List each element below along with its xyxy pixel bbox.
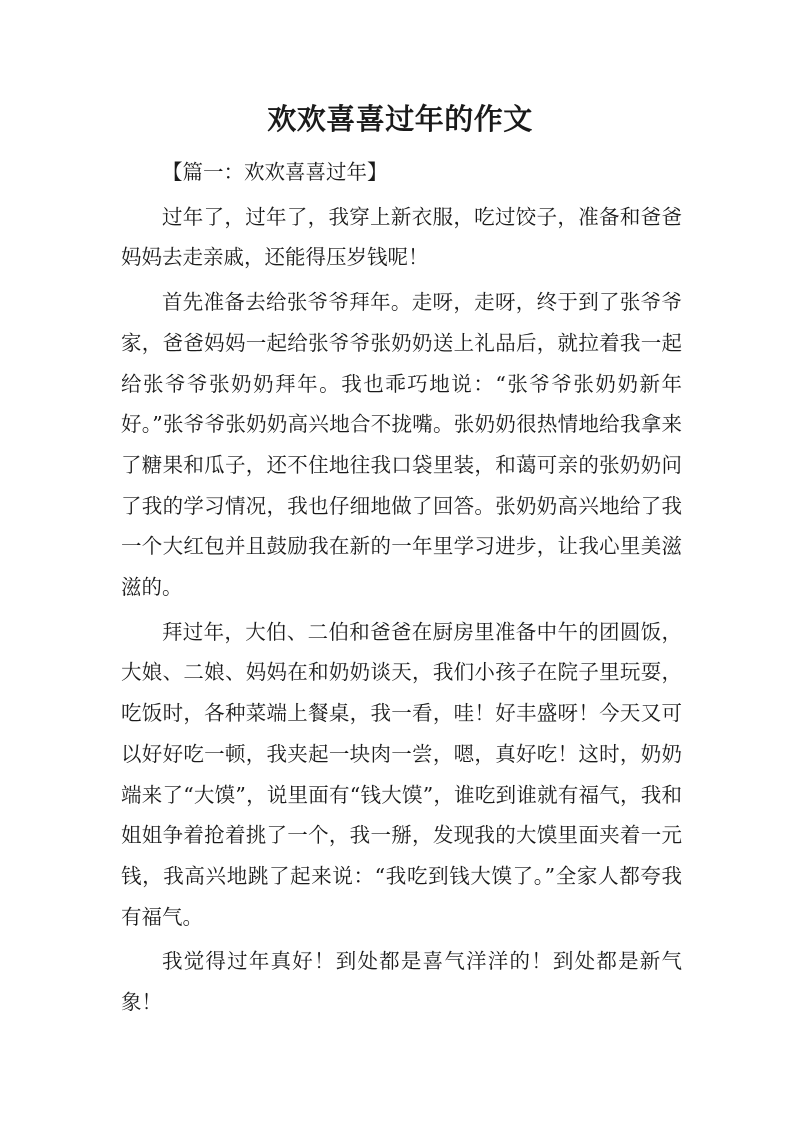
paragraph-4: 我觉得过年真好！到处都是喜气洋洋的！到处都是新气象！ — [121, 949, 682, 1015]
document-title: 欢欢喜喜过年的作文 — [267, 102, 533, 136]
paragraph-2: 首先准备去给张爷爷拜年。走呀，走呀，终于到了张爷爷家，爸爸妈妈一起给张爷爷张奶奶送上礼品后，就拉着我一起给张爷爷张奶奶拜年。我也乖巧地说：“张爷爷张奶奶新年好。”张爷爷张奶奶高兴地合不拢嘴。张奶奶很热情地给我拿来了糖果和瓜子，还不住地往我口袋里装，和蔼可亲的张奶奶问了我的学习情况，我也仔细地做了回答。张奶奶高兴地给了我一个大红包并且鼓励我在新的一年里学习进步，让我心里美滋滋的。 — [121, 290, 682, 600]
section-heading: 【篇一：欢欢喜喜过年】 — [162, 160, 388, 184]
paragraph-3: 拜过年，大伯、二伯和爸爸在厨房里准备中午的团圆饭，大娘、二娘、妈妈在和奶奶谈天，我们小孩子在院子里玩耍，吃饭时，各种菜端上餐桌，我一看，哇！好丰盛呀！今天又可以好好吃一顿，我夹起一块肉一尝，嗯，真好吃！这时，奶奶端来了“大馍”，说里面有“钱大馍”，谁吃到谁就有福气，我和姐姐争着抢着挑了一个，我一掰，发现我的大馍里面夹着一元钱，我高兴地跳了起来说：“我吃到钱大馍了。”全家人都夸我有福气。 — [121, 619, 682, 929]
paragraph-1: 过年了，过年了，我穿上新衣服，吃过饺子，准备和爸爸妈妈去走亲戚，还能得压岁钱呢！ — [121, 204, 682, 270]
document-body — [121, 152, 682, 1023]
